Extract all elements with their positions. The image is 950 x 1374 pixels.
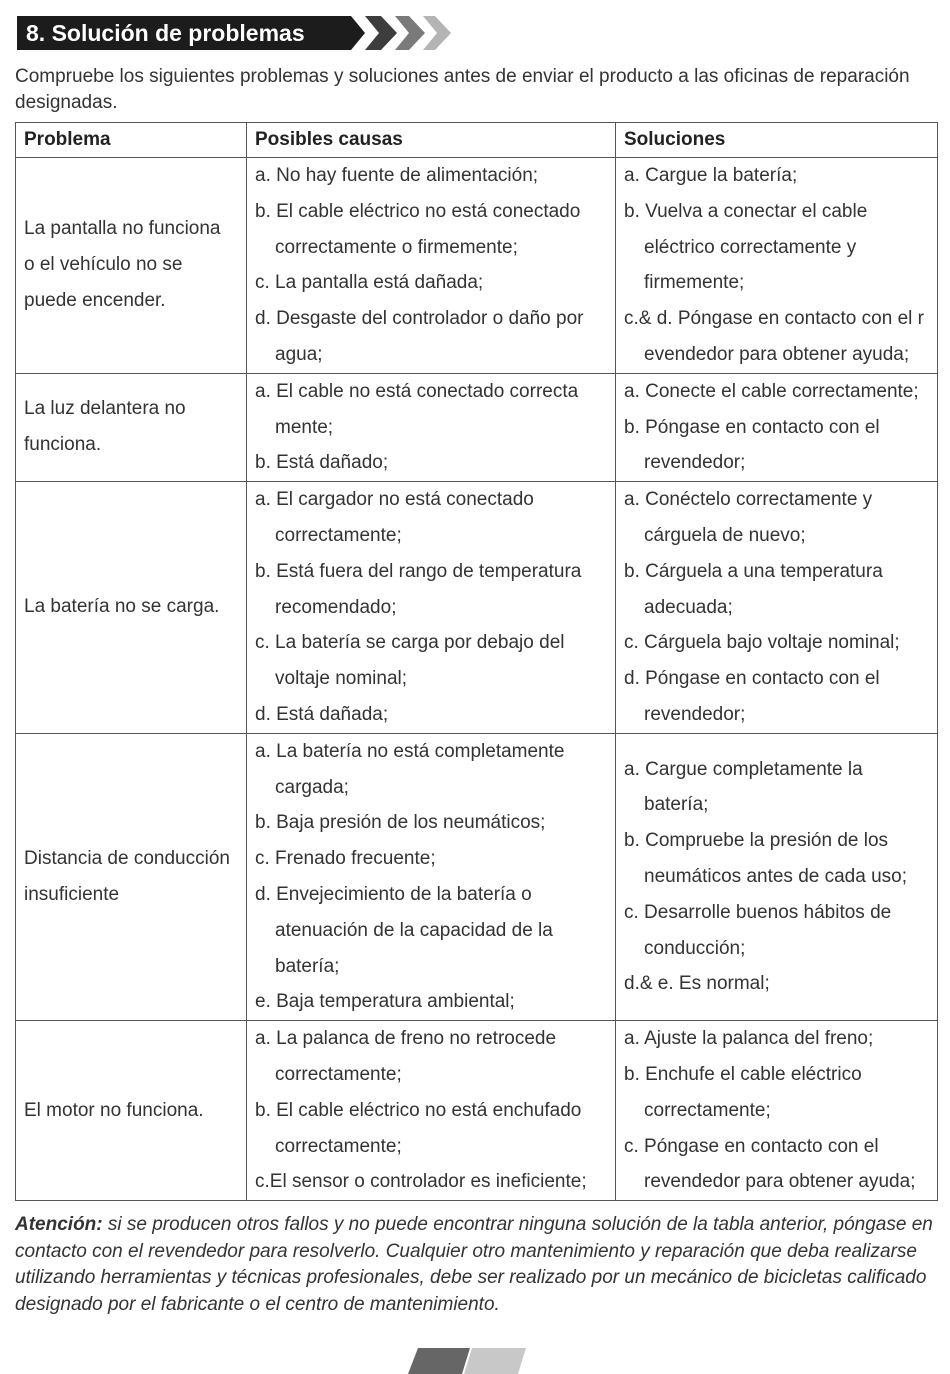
- solutions-cell: [616, 1021, 938, 1201]
- solution-line: a. Cargue la batería;: [624, 165, 798, 186]
- section-header: [17, 16, 447, 50]
- problem-cell: [16, 482, 247, 734]
- cause-line: a. No hay fuente de alimentación;: [255, 165, 539, 186]
- header-causes: Posibles causas: [247, 123, 616, 158]
- solution-line: c. Desarrolle buenos hábitos de: [624, 901, 892, 923]
- causes-cell: [247, 733, 616, 1020]
- solution-line: cárguela de nuevo;: [644, 524, 806, 546]
- solution-line: evendedor para obtener ayuda;: [644, 343, 910, 365]
- cause-line: correctamente;: [275, 1063, 402, 1085]
- attention-note: [15, 1212, 940, 1318]
- cause-line: b. El cable eléctrico no está conectado: [255, 200, 581, 222]
- solution-line: c. Cárguela bajo voltaje nominal;: [624, 632, 900, 654]
- solutions-cell: [616, 373, 938, 481]
- causes-cell: [247, 1021, 616, 1201]
- solution-line: revendedor;: [644, 703, 746, 725]
- table-header-row: [16, 123, 938, 158]
- chevron-2: [365, 16, 397, 50]
- table-row: [16, 482, 938, 734]
- cause-line: c. La batería se carga por debajo del: [255, 632, 565, 654]
- cause-line: voltaje nominal;: [275, 668, 408, 690]
- solution-line: eléctrico correctamente y: [644, 236, 857, 258]
- solution-line: a. Cargue completamente la: [624, 758, 863, 780]
- solution-line: a. Conecte el cable correctamente;: [624, 380, 919, 402]
- cause-line: c. Frenado frecuente;: [255, 848, 436, 870]
- chevron-3: [395, 16, 425, 50]
- solution-line: firmemente;: [644, 272, 745, 294]
- problem-line: funciona.: [24, 434, 102, 456]
- problem-line: Distancia de conducción: [24, 847, 230, 869]
- header-solutions: Soluciones: [616, 123, 938, 158]
- cause-line: mente;: [275, 416, 334, 438]
- cause-line: d. Envejecimiento de la batería o: [255, 883, 532, 905]
- solution-line: adecuada;: [644, 596, 733, 618]
- problem-cell: [16, 158, 247, 374]
- solutions-cell: [616, 733, 938, 1020]
- solution-line: neumáticos antes de cada uso;: [644, 866, 908, 888]
- chevron-arrows-icon: [339, 16, 451, 50]
- chevron-4: [423, 16, 451, 50]
- problem-cell: [16, 733, 247, 1020]
- solution-line: revendedor para obtener ayuda;: [644, 1171, 916, 1193]
- cause-line: correctamente;: [275, 1135, 402, 1157]
- cause-line: a. El cargador no está conectado: [255, 489, 534, 511]
- problem-line: La batería no se carga.: [24, 596, 220, 618]
- header-problem: Problema: [16, 123, 247, 158]
- solutions-cell: [616, 158, 938, 374]
- cause-line: c.El sensor o controlador es ineficiente;: [255, 1171, 587, 1193]
- page-marker-light: [464, 1348, 526, 1374]
- solution-line: b. Póngase en contacto con el: [624, 416, 880, 438]
- problem-cell: [16, 373, 247, 481]
- problem-line: La luz delantera no: [24, 398, 186, 420]
- solution-line: b. Cárguela a una temperatura: [624, 560, 883, 582]
- cause-line: b. Está dañado;: [255, 452, 389, 474]
- troubleshooting-table: [15, 122, 938, 1201]
- problem-cell: [16, 1021, 247, 1201]
- cause-line: d. Desgaste del controlador o daño por: [255, 308, 584, 330]
- solution-line: conducción;: [644, 937, 746, 959]
- cause-line: a. La batería no está completamente: [255, 740, 565, 762]
- cause-line: correctamente;: [275, 524, 402, 546]
- solution-line: b. Compruebe la presión de los: [624, 830, 889, 852]
- causes-cell: [247, 158, 616, 374]
- page-marker-dark: [408, 1348, 470, 1374]
- cause-line: a. La palanca de freno no retrocede: [255, 1028, 557, 1050]
- solution-line: c. Póngase en contacto con el: [624, 1135, 879, 1157]
- table-row: [16, 373, 938, 481]
- solution-line: a. Conéctelo correctamente y: [624, 489, 873, 511]
- section-title: 8. Solución de problemas: [17, 16, 342, 50]
- solution-line: correctamente;: [644, 1099, 771, 1121]
- solution-line: batería;: [644, 794, 709, 816]
- solution-line: b. Enchufe el cable eléctrico: [624, 1063, 862, 1085]
- solution-line: d.& e. Es normal;: [624, 973, 770, 995]
- cause-line: cargada;: [275, 776, 349, 798]
- cause-line: d. Está dañada;: [255, 703, 389, 725]
- attention-label: Atención:: [15, 1214, 103, 1235]
- table-row: [16, 158, 938, 374]
- solution-line: a. Ajuste la palanca del freno;: [624, 1028, 874, 1050]
- solution-line: revendedor;: [644, 452, 746, 474]
- solution-line: d. Póngase en contacto con el: [624, 668, 880, 690]
- problem-line: o el vehículo no se: [24, 254, 183, 276]
- cause-line: atenuación de la capacidad de la: [275, 919, 553, 941]
- page-marker-icon: [408, 1348, 526, 1374]
- solution-line: c.& d. Póngase en contacto con el r: [624, 308, 924, 330]
- intro-text: Compruebe los siguientes problemas y soluciones antes de enviar el producto a las oficinas de reparación designadas.: [15, 66, 910, 113]
- cause-line: correctamente o firmemente;: [275, 236, 518, 258]
- problem-line: La pantalla no funciona: [24, 218, 221, 240]
- solutions-cell: [616, 482, 938, 734]
- cause-line: e. Baja temperatura ambiental;: [255, 991, 515, 1013]
- cause-line: c. La pantalla está dañada;: [255, 272, 484, 294]
- cause-line: b. Está fuera del rango de temperatura: [255, 560, 582, 582]
- table-row: [16, 733, 938, 1020]
- problem-line: insuficiente: [24, 883, 120, 905]
- cause-line: agua;: [275, 343, 323, 365]
- causes-cell: [247, 482, 616, 734]
- cause-line: b. El cable eléctrico no está enchufado: [255, 1099, 582, 1121]
- causes-cell: [247, 373, 616, 481]
- problem-line: El motor no funciona.: [24, 1099, 204, 1121]
- problem-line: puede encender.: [24, 290, 166, 312]
- chevron-1: [339, 16, 365, 50]
- solution-line: b. Vuelva a conectar el cable: [624, 200, 868, 222]
- cause-line: a. El cable no está conectado correcta: [255, 380, 579, 402]
- cause-line: recomendado;: [275, 596, 397, 618]
- table-row: [16, 1021, 938, 1201]
- cause-line: b. Baja presión de los neumáticos;: [255, 812, 546, 834]
- cause-line: batería;: [275, 955, 340, 977]
- attention-text: si se producen otros fallos y no puede encontrar ninguna solución de la tabla anterior, póngase en contacto con el revendedor para resolverlo. Cualquier otro mantenimiento y reparación que deba realizarse utilizando herramientas y técnicas profesionales, debe ser realizado por un mecánico de bicicletas calificado designado por el fabricante o el centro de mantenimiento.: [15, 1214, 933, 1315]
